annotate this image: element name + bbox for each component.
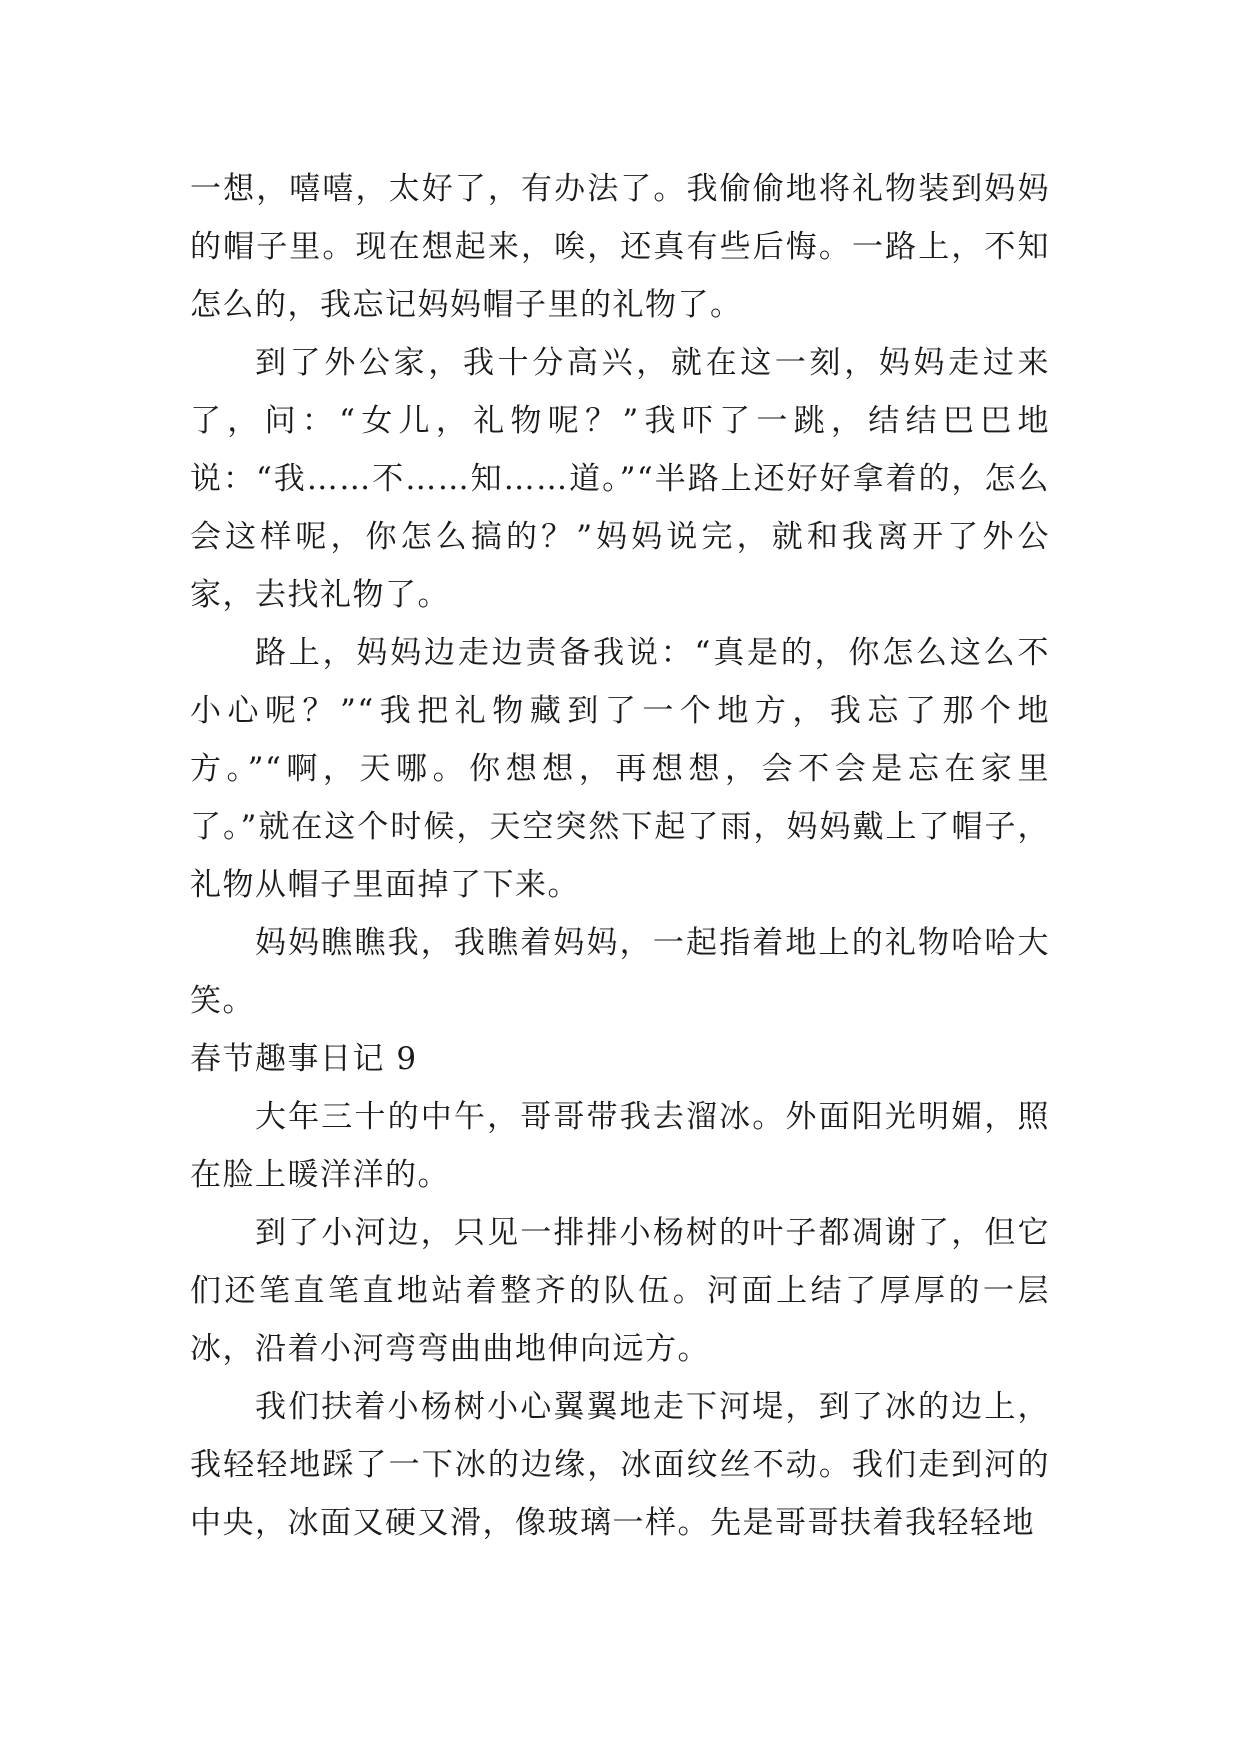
paragraph: 一想，嘻嘻，太好了，有办法了。我偷偷地将礼物装到妈妈的帽子里。现在想起来，唉，还真有些后悔。一路上，不知怎么的，我忘记妈妈帽子里的礼物了。 [190,171,1050,323]
paragraph: 妈妈瞧瞧我，我瞧着妈妈，一起指着地上的礼物哈哈大笑。 [190,925,1050,1019]
paragraph: 到了小河边，只见一排排小杨树的叶子都凋谢了，但它们还笔直笔直地站着整齐的队伍。河面上结了厚厚的一层冰，沿着小河弯弯曲曲地伸向远方。 [190,1215,1050,1367]
document-body [190,160,1050,1552]
section-title: 春节趣事日记 9 [190,1041,418,1077]
paragraph: 大年三十的中午，哥哥带我去溜冰。外面阳光明媚，照在脸上暖洋洋的。 [190,1099,1050,1193]
paragraph: 路上，妈妈边走边责备我说：“真是的，你怎么这么不小心呢？”“我把礼物藏到了一个地方，我忘了那个地方。”“啊，天哪。你想想，再想想，会不会是忘在家里了。”就在这个时候，天空突然下起了雨，妈妈戴上了帽子，礼物从帽子里面掉了下来。 [190,635,1050,903]
paragraph: 我们扶着小杨树小心翼翼地走下河堤，到了冰的边上，我轻轻地踩了一下冰的边缘，冰面纹丝不动。我们走到河的中央，冰面又硬又滑，像玻璃一样。先是哥哥扶着我轻轻地 [190,1389,1050,1541]
paragraph: 到了外公家，我十分高兴，就在这一刻，妈妈走过来了，问：“女儿，礼物呢？”我吓了一跳，结结巴巴地说：“我……不……知……道。”“半路上还好好拿着的，怎么会这样呢，你怎么搞的？”妈妈说完，就和我离开了外公家，去找礼物了。 [190,345,1050,613]
